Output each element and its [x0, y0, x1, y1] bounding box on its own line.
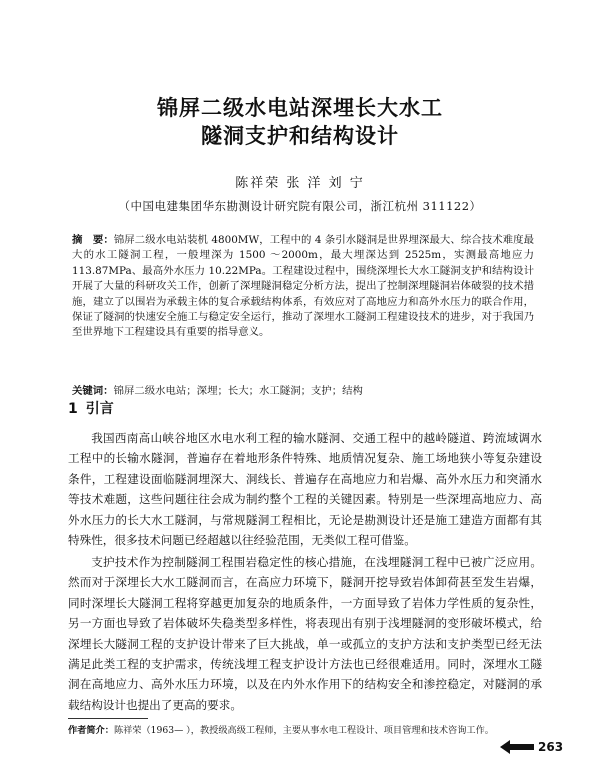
footnote-text: 陈祥荣（1963— ），教授级高级工程师，主要从事水电工程设计、项目管理和技术咨询工作。	[113, 725, 494, 736]
author-footnote	[68, 724, 538, 737]
section-heading-introduction	[68, 398, 114, 418]
footnote-divider	[68, 718, 148, 719]
left-arrow-icon	[500, 740, 534, 754]
abstract-label: 摘 要：	[72, 234, 114, 246]
authors: 陈祥荣 张 洋 刘 宁	[235, 176, 365, 191]
keywords-text: 锦屏二级水电站；深埋；长大；水工隧洞；支护；结构	[113, 385, 363, 397]
section-title: 引言	[85, 401, 114, 417]
footnote-label: 作者简介：	[68, 725, 114, 736]
body-paragraph-1: 我国西南高山峡谷地区水电水利工程的输水隧洞、交通工程中的越岭隧道、跨流域调水工程中的长输水隧洞，普遍存在着地形条件特殊、地质情况复杂、施工场地狭小等复杂建设条件，工程建设面临隧洞埋深大、洞线长、普遍存在高地应力和岩爆、高外水压力和突涌水等技术难题，这些问题往往会成为制约整个工程的关键因素。特别是一些深埋高地应力、高外水压力的长大水工隧洞，与常规隧洞工程相比，无论是勘测设计还是施工建造方面都有其特殊性，很多技术问题已经超越以往经验范围，无类似工程可借鉴。	[68, 431, 542, 548]
page-number-block	[500, 740, 563, 754]
affiliation: （中国电建集团华东勘测设计研究院有限公司，浙江杭州 311122）	[118, 199, 482, 213]
body-paragraph-2: 支护技术作为控制隧洞工程围岩稳定性的核心措施，在浅埋隧洞工程中已被广泛应用。然而对于深埋长大水工隧洞而言，在高应力环境下，隧洞开挖导致岩体卸荷甚至发生岩爆，同时深埋长大隧洞工程将穿越更加复杂的地质条件，一方面导致了岩体力学性质的复杂性，另一方面也导致了岩体破坏失稳类型多样性，将表现出有别于浅埋隧洞的变形破坏模式，给深埋长大隧洞工程的支护设计带来了巨大挑战，单一或孤立的支护方法和支护类型已经无法满足此类工程的支护需求，传统浅埋工程支护设计方法也已经很难适用。同时，深埋水工隧洞在高地应力、高外水压力环境，以及在内外水作用下的结构安全和渗控稳定，对隧洞的承载结构设计也提出了更高的要求。	[68, 555, 542, 712]
keywords-label: 关键词：	[72, 385, 114, 397]
abstract-text: 锦屏二级水电站装机 4800MW，工程中的 4 条引水隧洞是世界埋深最大、综合技术难度最大的水工隧洞工程，一般埋深为 1500 ～2000m，最大埋深达到 2525m，实测最高地应力 113.87MPa、最高外水压力 10.22MPa。工程建设过程中，围绕深埋长大水工隧洞支护和结构设计开展了大量的科研攻关工作，创新了深埋隧洞稳定分析方法，提出了控制深埋隧洞岩体破裂的技术措施，建立了以围岩为承载主体的复合承载结构体系，有效应对了高地应力和高外水压力的联合作用，保证了隧洞的快速安全施工与稳定安全运行，推动了深埋水工隧洞工程建设技术的进步，对于我国乃至世界地下工程建设具有重要的指导意义。	[72, 234, 534, 339]
keywords	[72, 384, 534, 399]
paper-title-line-2: 隧洞支护和结构设计	[201, 124, 399, 148]
section-number: 1	[68, 401, 78, 417]
page-number: 263	[538, 740, 564, 754]
paper-title-line-1: 锦屏二级水电站深埋长大水工	[157, 96, 443, 120]
abstract	[72, 233, 534, 341]
